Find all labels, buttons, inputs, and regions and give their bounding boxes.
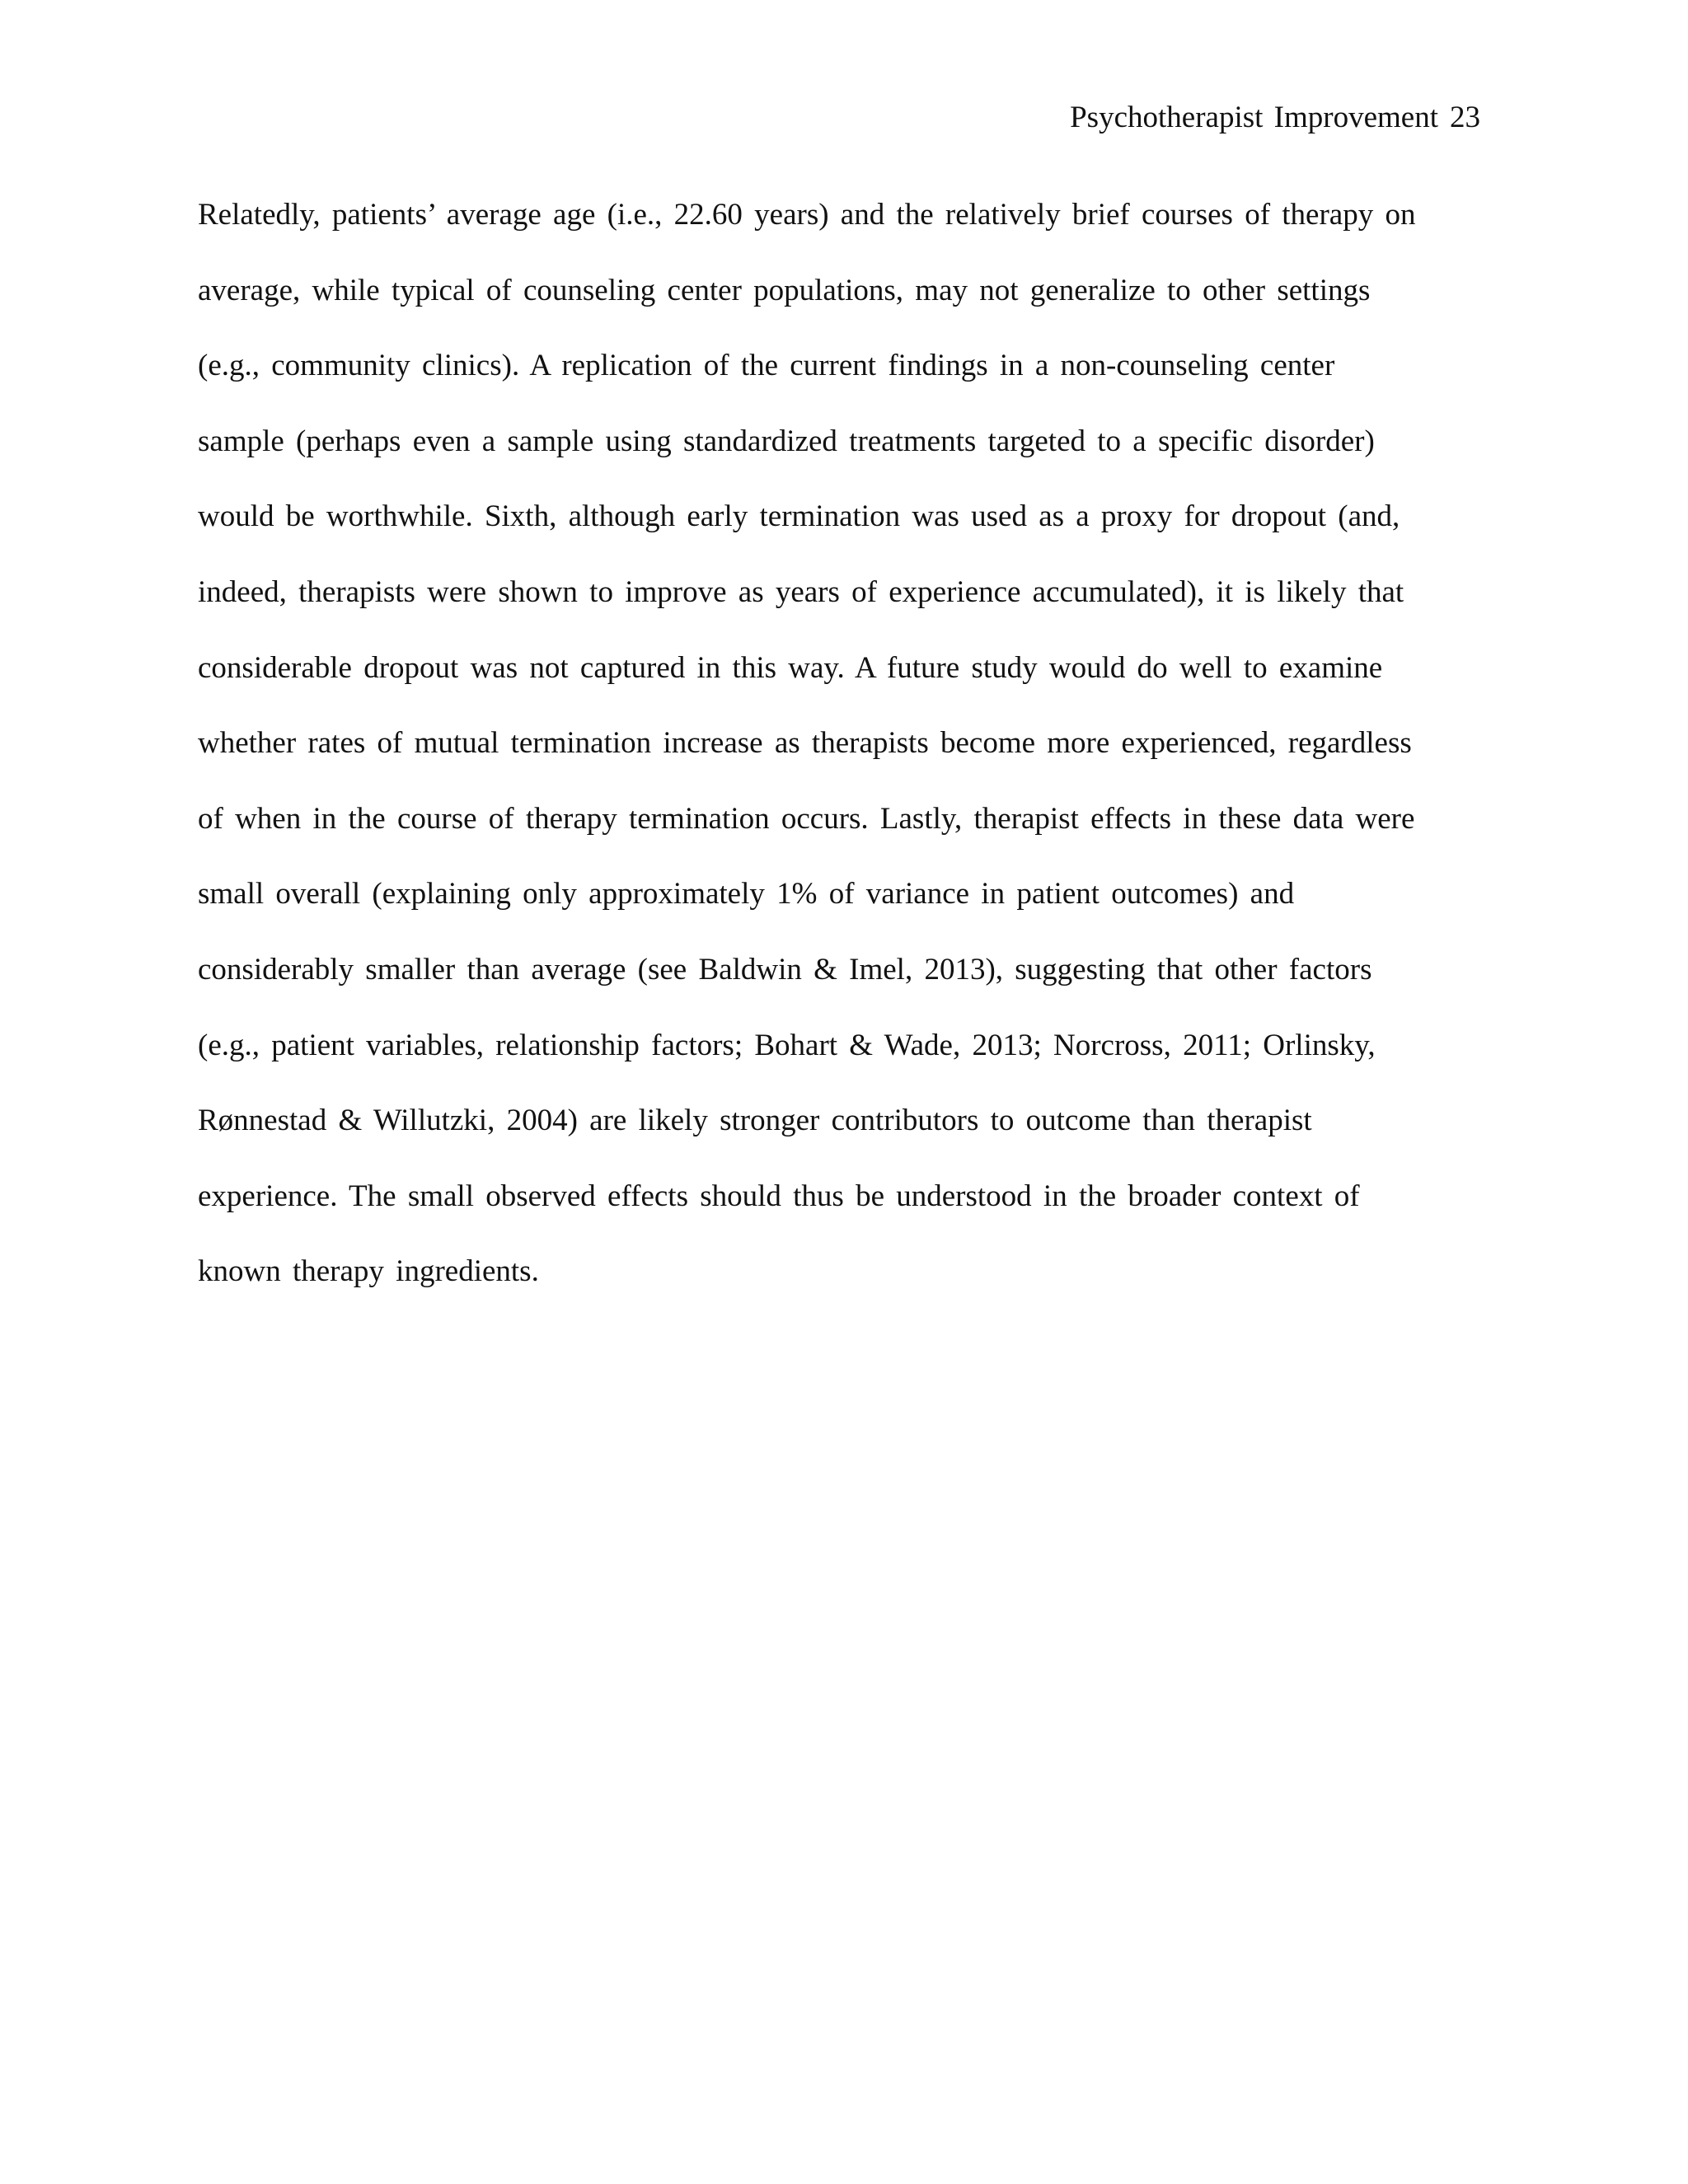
paragraph-line: average, while typical of counseling center populations, may not generalize to other settings (198, 273, 1371, 307)
paragraph-line: sample (perhaps even a sample using standardized treatments targeted to a specific disorder) (198, 424, 1375, 458)
paragraph-line: Rønnestad & Willutzki, 2004) are likely stronger contributors to outcome than therapist (198, 1104, 1312, 1138)
paragraph-line: (e.g., community clinics). A replication of the current findings in a non-counseling center (198, 349, 1335, 383)
paragraph-line: whether rates of mutual termination increase as therapists become more experienced, regardless (198, 726, 1412, 761)
paragraph-line: small overall (explaining only approximately 1% of variance in patient outcomes) and (198, 877, 1295, 912)
paragraph-line: considerably smaller than average (see Baldwin & Imel, 2013), suggesting that other factors (198, 952, 1372, 987)
running-head (1070, 97, 1480, 138)
body-paragraph (198, 194, 1500, 1327)
paragraph-line: would be worthwhile. Sixth, although early termination was used as a proxy for dropout (and, (198, 499, 1400, 534)
paragraph-line: experience. The small observed effects should thus be understood in the broader context of (198, 1179, 1360, 1213)
paragraph-line: considerable dropout was not captured in this way. A future study would do well to examine (198, 650, 1383, 685)
running-head-title: Psychotherapist Improvement (1070, 101, 1438, 134)
paragraph-line: (e.g., patient variables, relationship factors; Bohart & Wade, 2013; Norcross, 2011; Orlinsky, (198, 1028, 1376, 1062)
paragraph-line: known therapy ingredients. (198, 1254, 539, 1289)
paragraph-line: of when in the course of therapy termination occurs. Lastly, therapist effects in these data were (198, 801, 1415, 836)
paragraph-line: indeed, therapists were shown to improve as years of experience accumulated), it is likely that (198, 574, 1404, 609)
paragraph-line: Relatedly, patients’ average age (i.e., 22.60 years) and the relatively brief courses of therapy on (198, 198, 1416, 232)
page-number: 23 (1450, 101, 1480, 134)
